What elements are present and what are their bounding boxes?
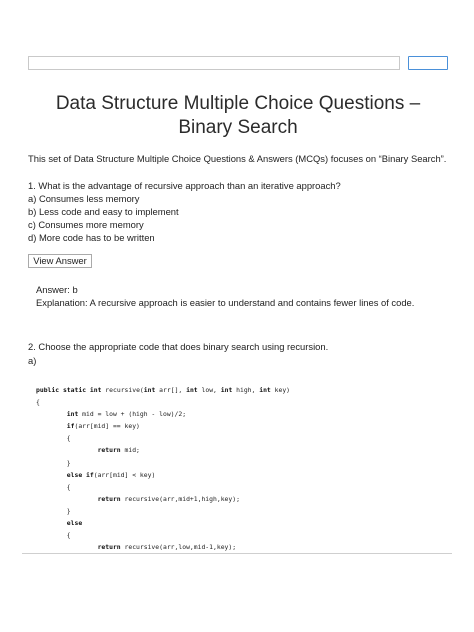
page-title-line-2: Binary Search <box>178 117 298 138</box>
code-line: { <box>36 482 71 491</box>
search-input[interactable] <box>28 56 400 70</box>
code-line: else <box>66 519 83 528</box>
code-line: return recursive(arr,mid+1,high,key); <box>97 494 240 503</box>
explanation-text: Explanation: A recursive approach is easier to understand and contains fewer lines of code. <box>36 297 415 308</box>
question-1-option-a: a) Consumes less memory <box>28 193 140 204</box>
code-line: return mid; <box>97 446 140 455</box>
code-line: } <box>36 506 71 515</box>
intro-text: This set of Data Structure Multiple Choice Questions & Answers (MCQs) focuses on “Binary Search”. <box>28 153 447 164</box>
code-line: else if(arr[mid] < key) <box>66 470 156 479</box>
code-line: if(arr[mid] == key) <box>66 422 140 431</box>
search-button[interactable] <box>408 56 448 70</box>
question-1-option-c: c) Consumes more memory <box>28 219 144 230</box>
answer-text: Answer: b <box>36 284 78 295</box>
code-line: } <box>36 458 71 467</box>
page-title <box>28 92 448 140</box>
code-block <box>36 384 290 553</box>
code-line: return recursive(arr,low,mid-1,key); <box>97 543 237 552</box>
code-line: { <box>36 434 71 443</box>
question-2-text: 2. Choose the appropriate code that does binary search using recursion. <box>28 341 329 352</box>
page-title-line-1: Data Structure Multiple Choice Questions – <box>55 93 421 114</box>
question-1-option-d: d) More code has to be written <box>28 232 155 243</box>
question-1-text: 1. What is the advantage of recursive approach than an iterative approach? <box>28 180 341 191</box>
view-answer-button[interactable]: View Answer <box>28 254 92 268</box>
code-line: int mid = low + (high - low)/2; <box>66 410 187 419</box>
question-2-option-a-label: a) <box>28 355 37 366</box>
code-line: public static int recursive(int arr[], int low, int high, int key) <box>36 386 291 394</box>
question-1-option-b: b) Less code and easy to implement <box>28 206 179 217</box>
code-line: { <box>36 398 40 407</box>
code-line: { <box>36 531 71 540</box>
divider <box>22 553 452 554</box>
